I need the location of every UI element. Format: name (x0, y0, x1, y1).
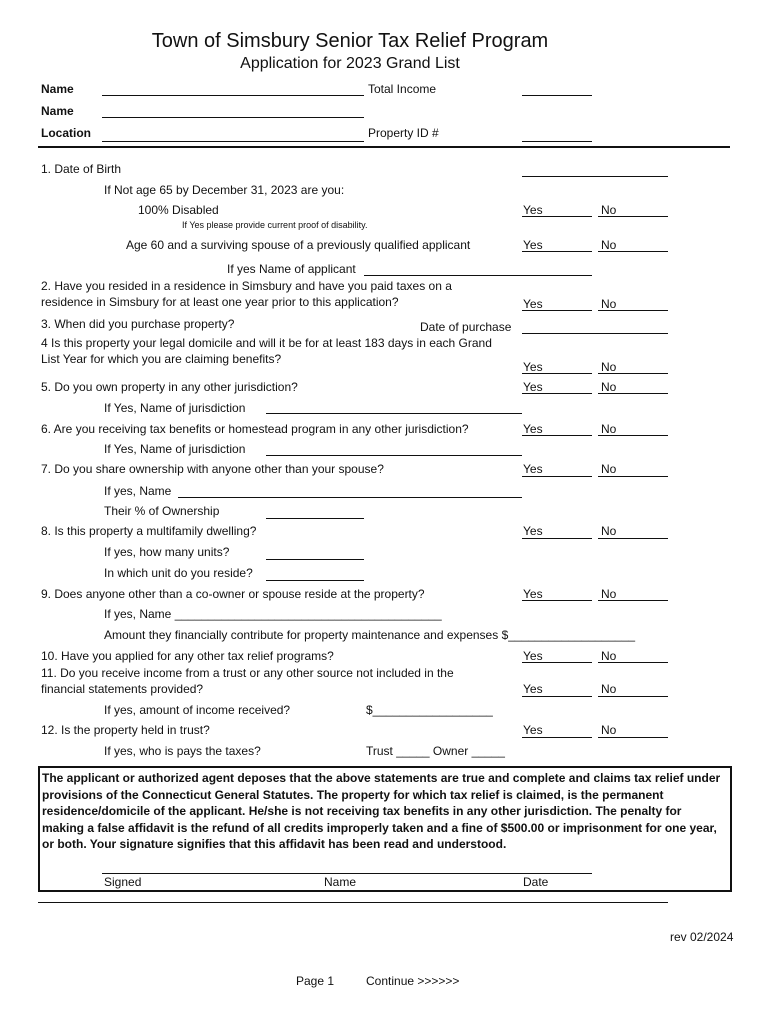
q1-disabled-yes-field[interactable] (522, 216, 592, 217)
header-divider (38, 146, 730, 148)
q5-jurisdiction-field[interactable] (266, 413, 522, 414)
signature-date-label: Date (523, 875, 549, 889)
q8-no-field[interactable] (598, 538, 668, 539)
signature-name-label: Name (324, 875, 357, 889)
q9-no: No (601, 587, 617, 601)
q2-line2: residence in Simsbury for at least one year prior to this application? (41, 295, 399, 309)
name-label-2: Name (41, 104, 74, 118)
q1-age60-yes-field[interactable] (522, 251, 592, 252)
q1-disabled-note: If Yes please provide current proof of disability. (182, 220, 368, 230)
q9-sub-name[interactable]: If yes, Name ________________________________________ (104, 607, 442, 621)
q11-no-field[interactable] (598, 696, 668, 697)
q4-no: No (601, 360, 617, 374)
q11-no: No (601, 682, 617, 696)
q9-yes: Yes (523, 587, 543, 601)
q9-no-field[interactable] (598, 600, 668, 601)
form-title: Town of Simsbury Senior Tax Relief Program (151, 30, 549, 52)
affidavit-text: The applicant or authorized agent deposes that the above statements are true and complete and claims tax relief under provisions of the Connecticut General Statutes. The property for which tax relief is claimed, is the permanent residence/domicile of the applicant. He/she is not receiving tax benefits in any other jurisdiction. The penalty for making a false affidavit is the refund of all credits improperly taken and a fine of $500.00 or imprisonment for one year, or both. Your signature signifies that this affidavit has been read and understood. (42, 771, 721, 851)
continue-label: Continue >>>>>> (366, 974, 460, 988)
q10-label: 10. Have you applied for any other tax relief programs? (41, 649, 334, 663)
location-field[interactable] (102, 141, 364, 142)
q6-label: 6. Are you receiving tax benefits or homestead program in any other jurisdiction? (41, 422, 469, 436)
signature-line[interactable] (102, 873, 592, 874)
q4-yes: Yes (523, 360, 543, 374)
q5-yes: Yes (523, 380, 543, 394)
q8-yes-field[interactable] (522, 538, 592, 539)
q3-label: 3. When did you purchase property? (41, 317, 235, 331)
date-of-birth-field[interactable] (522, 176, 668, 177)
q1-disabled-yes: Yes (523, 203, 543, 217)
total-income-field[interactable] (522, 95, 592, 96)
q12-label: 12. Is the property held in trust? (41, 723, 210, 737)
q8-unit-field[interactable] (266, 580, 364, 581)
q7-name-field[interactable] (178, 497, 522, 498)
q12-trust-owner-field[interactable]: Trust _____ Owner _____ (366, 744, 505, 758)
name-field-1[interactable] (102, 95, 364, 96)
revision-label: rev 02/2024 (670, 930, 734, 944)
q4-no-field[interactable] (598, 373, 668, 374)
q9-sub-amount[interactable]: Amount they financially contribute for property maintenance and expenses $___________________ (104, 628, 636, 642)
q7-sub-name-label: If yes, Name (104, 484, 172, 498)
total-income-label: Total Income (368, 82, 437, 96)
q5-yes-field[interactable] (522, 393, 592, 394)
q6-sub-label: If Yes, Name of jurisdiction (104, 442, 246, 456)
q10-yes: Yes (523, 649, 543, 663)
form-subtitle: Application for 2023 Grand List (240, 55, 460, 72)
q1-if-not-65: If Not age 65 by December 31, 2023 are you: (104, 183, 345, 197)
q1-age60-label: Age 60 and a surviving spouse of a previously qualified applicant (126, 238, 471, 252)
q1-age60-yes: Yes (523, 238, 543, 252)
q1-applicant-name-field[interactable] (364, 275, 592, 276)
q12-yes-field[interactable] (522, 737, 592, 738)
q8-units-field[interactable] (266, 559, 364, 560)
q12-no: No (601, 723, 617, 737)
q11-line1: 11. Do you receive income from a trust or any other source not included in the (41, 666, 454, 680)
q1-disabled-label: 100% Disabled (138, 203, 219, 217)
q6-no: No (601, 422, 617, 436)
q10-no: No (601, 649, 617, 663)
q1-disabled-no-field[interactable] (598, 216, 668, 217)
q8-no: No (601, 524, 617, 538)
q10-yes-field[interactable] (522, 662, 592, 663)
q12-no-field[interactable] (598, 737, 668, 738)
q1-age60-no-field[interactable] (598, 251, 668, 252)
q7-yes-field[interactable] (522, 476, 592, 477)
q3-date-field[interactable] (522, 333, 668, 334)
q8-label: 8. Is this property a multifamily dwelling? (41, 524, 257, 538)
q2-yes: Yes (523, 297, 543, 311)
q9-label: 9. Does anyone other than a co-owner or spouse reside at the property? (41, 587, 425, 601)
signed-label: Signed (104, 875, 142, 889)
q8-units-label: If yes, how many units? (104, 545, 230, 559)
q1-label: 1. Date of Birth (41, 162, 122, 176)
location-label: Location (41, 126, 91, 140)
q1-disabled-no: No (601, 203, 617, 217)
q5-sub-label: If Yes, Name of jurisdiction (104, 401, 246, 415)
q4-line2: List Year for which you are claiming benefits? (41, 352, 282, 366)
q2-yes-field[interactable] (522, 310, 592, 311)
q7-yes: Yes (523, 462, 543, 476)
page-number: Page 1 (296, 974, 335, 988)
q2-no-field[interactable] (598, 310, 668, 311)
q11-yes-field[interactable] (522, 696, 592, 697)
q8-yes: Yes (523, 524, 543, 538)
q1-applicant-name-label: If yes Name of applicant (227, 262, 356, 276)
q5-label: 5. Do you own property in any other jurisdiction? (41, 380, 298, 394)
q3-date-label: Date of purchase (420, 320, 512, 334)
q6-yes-field[interactable] (522, 435, 592, 436)
q1-age60-no: No (601, 238, 617, 252)
bottom-divider (38, 902, 668, 903)
q10-no-field[interactable] (598, 662, 668, 663)
q11-amount-field[interactable]: $__________________ (366, 703, 493, 717)
q7-label: 7. Do you share ownership with anyone other than your spouse? (41, 462, 384, 476)
q2-line1: 2. Have you resided in a residence in Simsbury and have you paid taxes on a (41, 279, 452, 293)
name-field-2[interactable] (102, 117, 364, 118)
q7-no: No (601, 462, 617, 476)
q11-sub-label: If yes, amount of income received? (104, 703, 291, 717)
q7-sub-pct-label: Their % of Ownership (104, 504, 220, 518)
q12-sub-label: If yes, who is pays the taxes? (104, 744, 261, 758)
name-label-1: Name (41, 82, 74, 96)
q6-no-field[interactable] (598, 435, 668, 436)
q11-line2: financial statements provided? (41, 682, 204, 696)
q6-yes: Yes (523, 422, 543, 436)
q11-yes: Yes (523, 682, 543, 696)
q6-jurisdiction-field[interactable] (266, 455, 522, 456)
property-id-label: Property ID # (368, 126, 439, 140)
q5-no-field[interactable] (598, 393, 668, 394)
q7-ownership-pct-field[interactable] (266, 518, 364, 519)
q9-yes-field[interactable] (522, 600, 592, 601)
q4-line1: 4 Is this property your legal domicile and will it be for at least 183 days in each Grand (41, 336, 492, 350)
q4-yes-field[interactable] (522, 373, 592, 374)
property-id-field[interactable] (522, 141, 592, 142)
q8-unit-label: In which unit do you reside? (104, 566, 253, 580)
q7-no-field[interactable] (598, 476, 668, 477)
q5-no: No (601, 380, 617, 394)
q2-no: No (601, 297, 617, 311)
q12-yes: Yes (523, 723, 543, 737)
